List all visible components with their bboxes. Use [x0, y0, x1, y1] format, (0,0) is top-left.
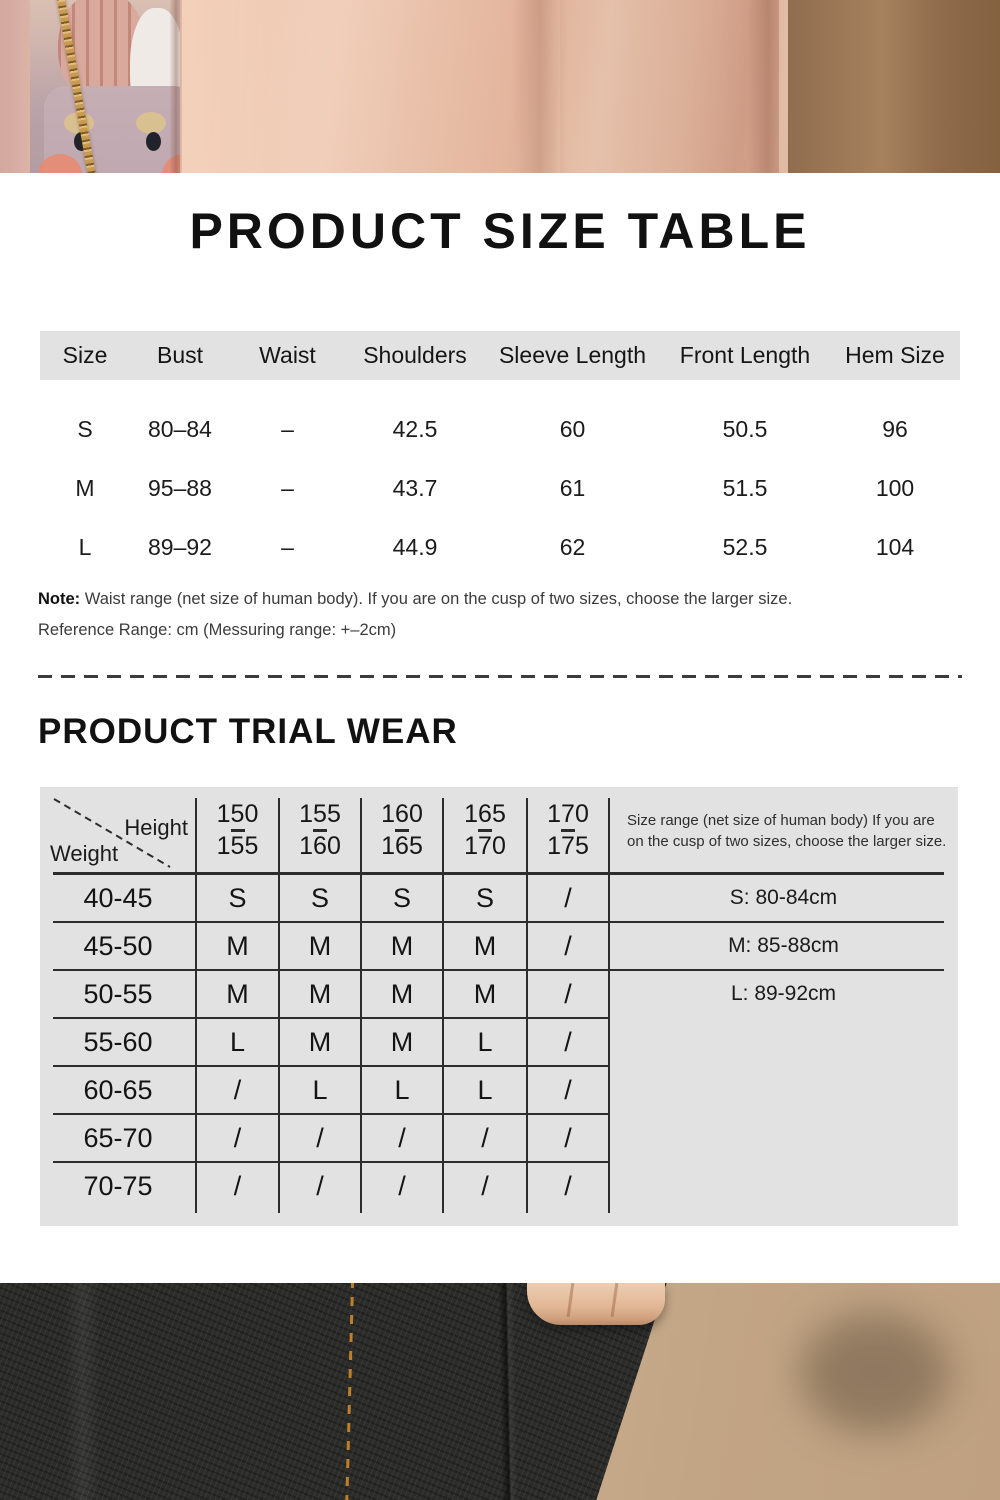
height-top: 160 [381, 800, 423, 828]
weight-range: 65-70 [83, 1122, 153, 1153]
cell-bust: 95–88 [148, 475, 212, 501]
size-cell: / [564, 978, 572, 1009]
height-bottom: 160 [299, 832, 341, 860]
size-cell: / [233, 1171, 242, 1201]
size-cell: L [229, 1026, 246, 1057]
table-row [40, 922, 958, 970]
jacket-placket-seam [170, 0, 182, 173]
height-range-header [196, 787, 279, 874]
table-row [40, 400, 960, 459]
size-cell: / [564, 1074, 572, 1105]
grid-line [360, 798, 362, 1213]
denim-seam-shadow [498, 1283, 518, 1500]
size-cell: M [308, 930, 332, 961]
cell-hem: 96 [882, 416, 908, 442]
size-cell: / [564, 882, 572, 913]
grid-line [53, 872, 944, 875]
note-label: Note: [38, 590, 81, 608]
table-row [40, 970, 958, 1018]
height-top: 165 [464, 800, 506, 828]
height-bottom: 175 [547, 832, 589, 860]
grid-line [195, 798, 197, 1213]
size-cell: / [564, 1171, 572, 1201]
cell-shoulders: 42.5 [392, 416, 438, 442]
size-table [40, 331, 960, 577]
table-row [40, 874, 958, 922]
column-header: Hem Size [845, 342, 945, 368]
height-bottom: 165 [381, 832, 423, 860]
note-text: Waist range (net size of human body). If you are on the cusp of two sizes, choose the larger size. [80, 590, 793, 608]
table-row [40, 1162, 958, 1211]
trial-wear-table [40, 787, 958, 1226]
weight-label: Weight [50, 841, 119, 866]
section-title-trial-wear: PRODUCT TRIAL WEAR [38, 712, 458, 751]
size-cell: S [310, 882, 329, 913]
height-top: 170 [547, 800, 589, 828]
finger-crease [611, 1283, 619, 1317]
size-cell: / [233, 1122, 242, 1153]
table-row [40, 1114, 958, 1162]
size-table-header [40, 331, 960, 380]
size-cell: M [226, 930, 249, 961]
print-brow [136, 112, 166, 134]
height-top: 155 [299, 800, 341, 828]
cell-waist: – [281, 416, 294, 442]
cell-bust: 89–92 [148, 534, 212, 560]
size-range-value [609, 1162, 958, 1211]
column-header: Sleeve Length [498, 342, 647, 368]
height-bottom: 170 [464, 832, 506, 860]
weight-range: 40-45 [83, 882, 153, 913]
height-range-header [361, 787, 443, 874]
size-cell: / [233, 1074, 242, 1105]
reference-line: Reference Range: cm (Messuring range: +–2cm) [38, 621, 397, 639]
size-range-value: S: 80-84cm [729, 886, 838, 909]
cell-size: L [78, 534, 92, 560]
cell-size: S [77, 416, 93, 442]
cartoon-print-panel [30, 0, 180, 173]
size-cell: L [394, 1074, 410, 1105]
cell-size: M [75, 475, 95, 501]
size-cell: / [316, 1122, 324, 1153]
orange-stitch-line [345, 1283, 354, 1500]
dashed-divider [38, 675, 962, 678]
size-cell: / [398, 1122, 406, 1153]
size-cell: / [564, 1122, 572, 1153]
cell-sleeve: 60 [559, 416, 586, 442]
height-label: Height [124, 815, 188, 840]
size-cell: M [308, 978, 332, 1009]
cell-sleeve: 62 [559, 534, 586, 560]
height-bottom: 155 [216, 832, 259, 860]
size-cell: M [226, 978, 249, 1009]
table-row [40, 459, 960, 518]
size-range-value [609, 1018, 958, 1066]
weight-range: 60-65 [83, 1074, 153, 1105]
size-range-value [609, 1066, 958, 1114]
size-cell: M [473, 978, 497, 1009]
table-row [40, 518, 960, 577]
grid-line [53, 1017, 610, 1019]
grid-line [442, 798, 444, 1213]
corner-cell [40, 787, 196, 874]
grid-line [53, 969, 944, 971]
size-cell: / [481, 1122, 489, 1153]
size-range-note: Size range (net size of human body) If you are on the cusp of two sizes, choose the larger size. [627, 811, 947, 850]
size-range-value: M: 85-88cm [728, 934, 839, 957]
height-range-header [527, 787, 609, 874]
cell-waist: – [281, 534, 294, 560]
size-cell: / [398, 1171, 406, 1201]
size-cell: S [475, 882, 494, 913]
denim-fold-highlight [66, 1283, 100, 1500]
product-photo-jeans [0, 1283, 1000, 1500]
height-range-header [279, 787, 361, 874]
column-header: Front Length [679, 342, 811, 368]
grid-line [53, 1113, 610, 1115]
size-cell: M [390, 930, 414, 961]
size-cell: / [564, 930, 572, 961]
print-blush [38, 154, 82, 173]
cell-bust: 80–84 [148, 416, 212, 442]
size-cell: S [392, 882, 411, 913]
trial-table-header [40, 787, 958, 874]
size-cell: M [473, 930, 497, 961]
size-cell: S [228, 882, 247, 913]
size-cell: M [390, 978, 414, 1009]
size-cell: M [390, 1026, 414, 1057]
model-hand [527, 1283, 665, 1325]
cell-front-length: 51.5 [722, 475, 768, 501]
column-header: Bust [156, 342, 204, 368]
grid-line [278, 798, 280, 1213]
backdrop-blur-spot [800, 1313, 950, 1433]
column-header: Waist [259, 342, 316, 368]
product-photo-jacket [0, 0, 1000, 173]
print-eye [146, 132, 161, 151]
size-range-value: L: 89-92cm [730, 982, 837, 1005]
size-table-note [38, 584, 792, 646]
table-row [40, 1018, 958, 1066]
table-row [40, 1066, 958, 1114]
page-title: PRODUCT SIZE TABLE [189, 203, 811, 259]
column-header: Shoulders [363, 342, 467, 368]
size-range-value [609, 1114, 958, 1162]
cell-shoulders: 43.7 [392, 475, 438, 501]
size-cell: L [477, 1026, 493, 1057]
finger-crease [567, 1283, 575, 1317]
height-range-header [443, 787, 527, 874]
jacket-placket-highlight [182, 0, 310, 173]
print-character-face [44, 86, 180, 173]
grid-line [53, 1065, 610, 1067]
size-cell: / [481, 1171, 489, 1201]
cell-waist: – [281, 475, 294, 501]
cell-sleeve: 61 [559, 475, 586, 501]
cell-front-length: 50.5 [722, 416, 768, 442]
size-cell: M [308, 1026, 332, 1057]
note-line [38, 584, 792, 615]
grid-line [53, 1161, 610, 1163]
size-cell: / [564, 1026, 572, 1057]
size-cell: L [477, 1074, 493, 1105]
weight-range: 45-50 [83, 930, 153, 961]
size-cell: L [312, 1074, 328, 1105]
size-cell: / [316, 1171, 324, 1201]
cell-front-length: 52.5 [722, 534, 768, 560]
weight-range: 70-75 [83, 1171, 153, 1201]
grid-line [53, 921, 944, 923]
photo-backdrop [788, 0, 1000, 173]
column-header: Size [62, 342, 108, 368]
cell-hem: 100 [875, 475, 915, 501]
grid-line [608, 798, 610, 1213]
grid-line [526, 798, 528, 1213]
weight-range: 50-55 [83, 978, 153, 1009]
size-table-body [40, 400, 960, 577]
cell-shoulders: 44.9 [392, 534, 438, 560]
cell-hem: 104 [875, 534, 915, 560]
weight-range: 55-60 [83, 1026, 153, 1057]
height-top: 150 [216, 800, 259, 828]
